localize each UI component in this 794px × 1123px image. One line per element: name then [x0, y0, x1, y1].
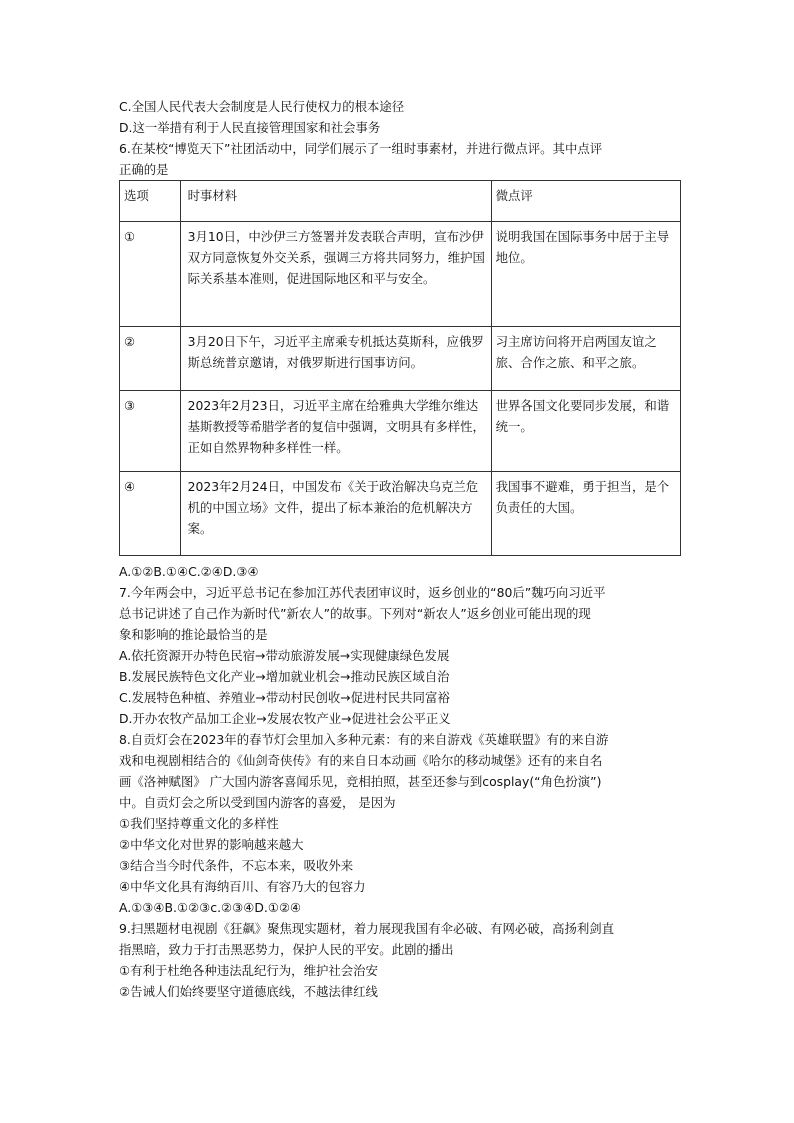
row-option: ④: [120, 472, 181, 556]
header-option: 选项: [120, 181, 181, 222]
q6-stem-line-1: 6.在某校“博览天下”社团活动中，同学们展示了一组时事素材，并进行微点评。其中点评: [119, 141, 603, 156]
q8-item-2: ②中华文化对世界的影响越来越大: [119, 837, 304, 852]
q7-option-b: B.发展民族特色文化产业→增加就业机会→推动民族区域自治: [119, 669, 450, 684]
header-material: 时事材料: [180, 181, 491, 222]
row-material: 3月10日，中沙伊三方签署并发表联合声明，宣布沙伊双方同意恢复外交关系，强调三方将共同努力，维护国际关系基本准则，促进国际地区和平与安全。: [180, 222, 491, 327]
row-material: 2023年2月24日，中国发布《关于政治解决乌克兰危机的中国立场》文件，提出了标本兼治的危机解决方案。: [180, 472, 491, 556]
q8-item-4: ④中华文化具有海纳百川、有容乃大的包容力: [119, 879, 366, 894]
q8-stem-line-3: 画《洛神赋图》 广大国内游客喜闻乐见，竞相拍照，甚至还参与到cosplay(“角色扮演”): [119, 774, 602, 789]
table-row: [120, 472, 681, 556]
q5-option-c: C.全国人民代表大会制度是人民行使权力的根本途径: [119, 99, 405, 114]
table-row: [120, 222, 681, 327]
q7-stem-line-2: 总书记讲述了自己作为新时代”新农人”的故事。下列对“新农人”返乡创业可能出现的现: [119, 606, 591, 621]
q9-stem-line-1: 9.扫黑题材电视剧《狂飙》聚焦现实题材，着力展现我国有伞必破、有网必破，高扬利剑直: [119, 921, 615, 936]
q8-item-1: ①我们坚持尊重文化的多样性: [119, 816, 279, 831]
row-option: ②: [120, 327, 181, 391]
q7-stem-line-1: 7.今年两会中，习近平总书记在参加江苏代表团审议时，返乡创业的“80后”魏巧向习近平: [119, 585, 606, 600]
row-comment: 习主席访问将开启两国友谊之旅、合作之旅、和平之旅。: [491, 327, 680, 391]
row-comment: 说明我国在国际事务中居于主导地位。: [491, 222, 680, 327]
table-row: [120, 327, 681, 391]
q7-option-a: A.依托资源开办特色民宿→带动旅游发展→实现健康绿色发展: [119, 648, 450, 663]
table-header-row: [120, 181, 681, 222]
q8-options: A.①③④B.①②③c.②③④D.①②④: [119, 900, 302, 915]
q7-stem-line-3: 象和影响的推论最恰当的是: [119, 627, 268, 642]
q8-item-3: ③结合当今时代条件，不忘本来，吸收外来: [119, 858, 354, 873]
q5-option-d: D.这一举措有利于人民直接管理国家和社会事务: [119, 120, 381, 135]
row-option: ①: [120, 222, 181, 327]
q9-item-2: ②告诫人们始终要坚守道德底线，不越法律红线: [119, 984, 378, 999]
q8-stem-line-2: 戏和电视剧相结合的《仙剑奇侠传》有的来自日本动画《哈尔的移动城堡》还有的来自名: [119, 753, 603, 768]
q6-table: [119, 180, 681, 556]
q9-stem-line-2: 指黑暗，致力于打击黑恶势力，保护人民的平安。此剧的播出: [119, 942, 454, 957]
table-row: [120, 391, 681, 472]
q7-option-c: C.发展特色种植、养殖业→带动村民创收→促进村民共同富裕: [119, 690, 450, 705]
q8-stem-line-1: 8.自贡灯会在2023年的春节灯会里加入多种元素：有的来自游戏《英雄联盟》有的来自游: [119, 732, 609, 747]
q7-option-d: D.开办农牧产品加工企业→发展农牧产业→促进社会公平正义: [119, 711, 451, 726]
row-option: ③: [120, 391, 181, 472]
q9-item-1: ①有利于杜绝各种违法乱纪行为，维护社会治安: [119, 963, 378, 978]
q6-options: A.①②B.①④C.②④D.③④: [119, 564, 259, 579]
header-comment: 微点评: [491, 181, 680, 222]
q8-stem-line-4: 中。自贡灯会之所以受到国内游客的喜爱， 是因为: [119, 795, 396, 810]
row-material: 2023年2月23日，习近平主席在给雅典大学维尔维达基斯教授等希腊学者的复信中强调，文明具有多样性，正如自然界物种多样性一样。: [180, 391, 491, 472]
q6-stem-line-2: 正确的是: [119, 162, 169, 177]
row-comment: 我国事不避难，勇于担当，是个负责任的大国。: [491, 472, 680, 556]
row-comment: 世界各国文化要同步发展，和谐统一。: [491, 391, 680, 472]
row-material: 3月20日下午，习近平主席乘专机抵达莫斯科，应俄罗斯总统普京邀请，对俄罗斯进行国事访问。: [180, 327, 491, 391]
document-page: [119, 96, 685, 1002]
